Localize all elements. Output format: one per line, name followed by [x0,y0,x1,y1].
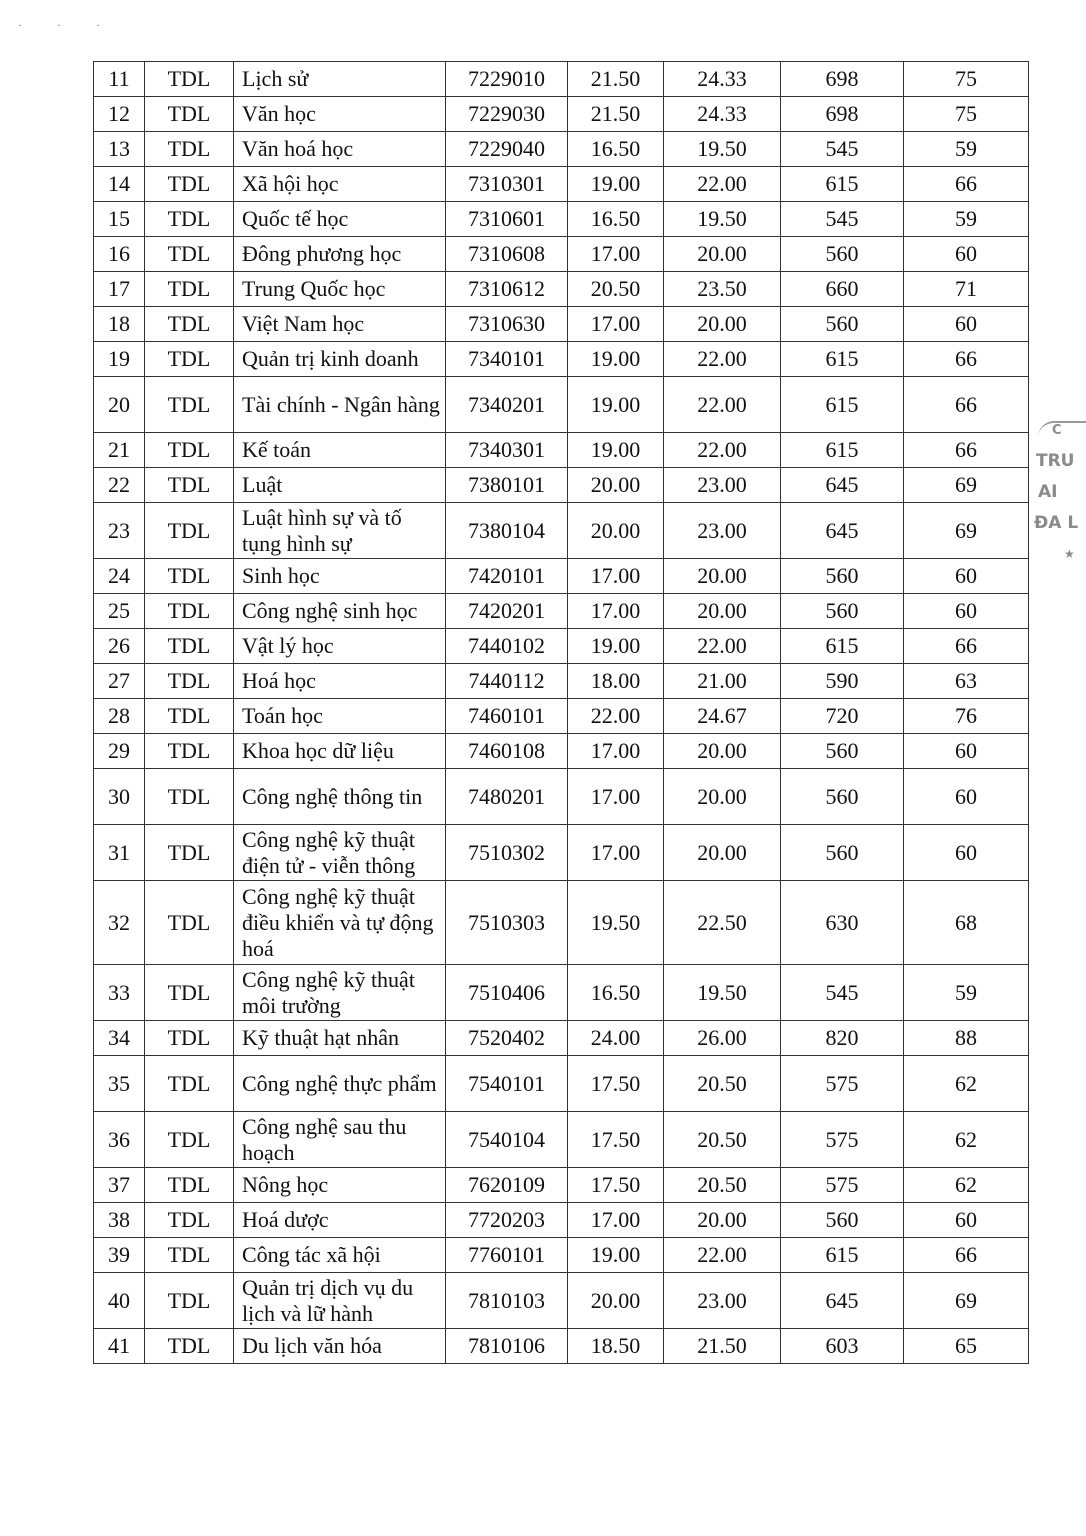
major-name-cell: Trung Quốc học [234,272,446,307]
score-b-cell: 22.00 [664,167,781,202]
table-row [94,202,1029,237]
score-d-cell: 66 [904,377,1029,433]
score-d-cell: 69 [904,1273,1029,1329]
row-number-cell: 16 [94,237,145,272]
major-name-cell: Lịch sử [234,62,446,97]
admission-scores-table [93,61,1029,1364]
score-b-cell: 19.50 [664,132,781,167]
score-c-cell: 615 [781,167,904,202]
score-b-cell: 20.00 [664,237,781,272]
table-row [94,1203,1029,1238]
score-b-cell: 23.00 [664,1273,781,1329]
row-number-cell: 35 [94,1056,145,1112]
major-code-cell: 7810106 [446,1329,568,1364]
score-a-cell: 17.00 [568,1203,664,1238]
score-d-cell: 88 [904,1021,1029,1056]
score-c-cell: 698 [781,62,904,97]
score-d-cell: 75 [904,62,1029,97]
major-name-cell: Công nghệ thực phẩm [234,1056,446,1112]
score-a-cell: 17.50 [568,1112,664,1168]
school-code-cell: TDL [145,1056,234,1112]
row-number-cell: 24 [94,559,145,594]
score-b-cell: 22.00 [664,629,781,664]
major-name-cell: Kế toán [234,433,446,468]
stamp-star-icon: ★ [1064,547,1075,561]
major-code-cell: 7460101 [446,699,568,734]
major-code-cell: 7310630 [446,307,568,342]
score-a-cell: 19.00 [568,433,664,468]
school-code-cell: TDL [145,629,234,664]
major-name-cell: Công nghệ thông tin [234,769,446,825]
score-a-cell: 16.50 [568,965,664,1021]
school-code-cell: TDL [145,1238,234,1273]
score-a-cell: 17.00 [568,559,664,594]
stamp-text: C [1052,423,1062,438]
major-code-cell: 7340301 [446,433,568,468]
score-c-cell: 645 [781,503,904,559]
row-number-cell: 13 [94,132,145,167]
school-code-cell: TDL [145,594,234,629]
score-b-cell: 20.00 [664,1203,781,1238]
score-d-cell: 60 [904,1203,1029,1238]
score-b-cell: 22.50 [664,881,781,965]
row-number-cell: 31 [94,825,145,881]
table-row [94,237,1029,272]
score-c-cell: 645 [781,1273,904,1329]
major-name-cell: Văn hoá học [234,132,446,167]
major-code-cell: 7540101 [446,1056,568,1112]
score-c-cell: 545 [781,202,904,237]
score-c-cell: 545 [781,132,904,167]
score-a-cell: 17.00 [568,594,664,629]
score-c-cell: 645 [781,468,904,503]
score-a-cell: 17.50 [568,1168,664,1203]
score-c-cell: 615 [781,342,904,377]
major-code-cell: 7310601 [446,202,568,237]
score-b-cell: 19.50 [664,202,781,237]
row-number-cell: 38 [94,1203,145,1238]
row-number-cell: 17 [94,272,145,307]
score-d-cell: 76 [904,699,1029,734]
score-a-cell: 21.50 [568,62,664,97]
row-number-cell: 22 [94,468,145,503]
score-d-cell: 60 [904,594,1029,629]
stamp-text: AI [1038,482,1058,502]
score-d-cell: 66 [904,342,1029,377]
major-name-cell: Khoa học dữ liệu [234,734,446,769]
score-b-cell: 22.00 [664,1238,781,1273]
table-row [94,1329,1029,1364]
score-b-cell: 23.00 [664,503,781,559]
score-d-cell: 69 [904,468,1029,503]
score-b-cell: 20.00 [664,559,781,594]
table-row [94,664,1029,699]
row-number-cell: 36 [94,1112,145,1168]
score-c-cell: 560 [781,237,904,272]
table-row [94,62,1029,97]
score-c-cell: 720 [781,699,904,734]
major-name-cell: Nông học [234,1168,446,1203]
table-row [94,825,1029,881]
major-name-cell: Công nghệ kỹ thuật điện tử - viễn thông [234,825,446,881]
major-code-cell: 7420101 [446,559,568,594]
score-c-cell: 560 [781,825,904,881]
row-number-cell: 26 [94,629,145,664]
school-code-cell: TDL [145,433,234,468]
score-a-cell: 20.00 [568,503,664,559]
major-code-cell: 7540104 [446,1112,568,1168]
major-name-cell: Xã hội học [234,167,446,202]
score-a-cell: 20.00 [568,468,664,503]
row-number-cell: 37 [94,1168,145,1203]
major-name-cell: Quản trị kinh doanh [234,342,446,377]
score-a-cell: 21.50 [568,97,664,132]
row-number-cell: 40 [94,1273,145,1329]
score-a-cell: 18.00 [568,664,664,699]
table-row [94,734,1029,769]
score-a-cell: 16.50 [568,132,664,167]
score-d-cell: 69 [904,503,1029,559]
score-a-cell: 19.00 [568,629,664,664]
score-b-cell: 22.00 [664,433,781,468]
score-d-cell: 62 [904,1112,1029,1168]
school-code-cell: TDL [145,1168,234,1203]
major-code-cell: 7460108 [446,734,568,769]
table-row [94,594,1029,629]
score-d-cell: 66 [904,629,1029,664]
major-code-cell: 7229040 [446,132,568,167]
score-c-cell: 590 [781,664,904,699]
school-code-cell: TDL [145,132,234,167]
row-number-cell: 29 [94,734,145,769]
score-a-cell: 24.00 [568,1021,664,1056]
major-code-cell: 7229030 [446,97,568,132]
table-row [94,307,1029,342]
school-code-cell: TDL [145,167,234,202]
major-code-cell: 7510302 [446,825,568,881]
school-code-cell: TDL [145,1329,234,1364]
score-c-cell: 560 [781,734,904,769]
table-body [94,62,1029,1364]
row-number-cell: 27 [94,664,145,699]
school-code-cell: TDL [145,237,234,272]
row-number-cell: 32 [94,881,145,965]
score-d-cell: 60 [904,734,1029,769]
major-code-cell: 7440112 [446,664,568,699]
major-name-cell: Công nghệ kỹ thuật môi trường [234,965,446,1021]
table-row [94,1112,1029,1168]
score-b-cell: 26.00 [664,1021,781,1056]
table-row [94,503,1029,559]
score-b-cell: 22.00 [664,342,781,377]
score-c-cell: 615 [781,1238,904,1273]
row-number-cell: 23 [94,503,145,559]
score-a-cell: 17.00 [568,307,664,342]
score-d-cell: 65 [904,1329,1029,1364]
school-code-cell: TDL [145,468,234,503]
score-a-cell: 22.00 [568,699,664,734]
score-d-cell: 60 [904,825,1029,881]
row-number-cell: 41 [94,1329,145,1364]
major-name-cell: Quản trị dịch vụ du lịch và lữ hành [234,1273,446,1329]
row-number-cell: 30 [94,769,145,825]
score-b-cell: 20.00 [664,825,781,881]
school-code-cell: TDL [145,307,234,342]
row-number-cell: 18 [94,307,145,342]
score-c-cell: 575 [781,1056,904,1112]
major-code-cell: 7440102 [446,629,568,664]
row-number-cell: 28 [94,699,145,734]
score-c-cell: 575 [781,1168,904,1203]
row-number-cell: 11 [94,62,145,97]
score-b-cell: 20.00 [664,307,781,342]
major-name-cell: Công nghệ kỹ thuật điều khiển và tự động hoá [234,881,446,965]
major-code-cell: 7810103 [446,1273,568,1329]
score-d-cell: 71 [904,272,1029,307]
major-code-cell: 7310301 [446,167,568,202]
row-number-cell: 21 [94,433,145,468]
score-a-cell: 17.00 [568,237,664,272]
score-d-cell: 59 [904,132,1029,167]
major-name-cell: Công nghệ sau thu hoạch [234,1112,446,1168]
score-a-cell: 17.50 [568,1056,664,1112]
school-code-cell: TDL [145,377,234,433]
major-code-cell: 7760101 [446,1238,568,1273]
score-c-cell: 615 [781,377,904,433]
major-code-cell: 7310608 [446,237,568,272]
table-row [94,1168,1029,1203]
score-a-cell: 19.00 [568,377,664,433]
table-row [94,559,1029,594]
major-name-cell: Hoá học [234,664,446,699]
score-c-cell: 615 [781,629,904,664]
score-a-cell: 20.50 [568,272,664,307]
score-c-cell: 660 [781,272,904,307]
major-name-cell: Đông phương học [234,237,446,272]
score-b-cell: 20.50 [664,1056,781,1112]
table-row [94,1273,1029,1329]
school-code-cell: TDL [145,664,234,699]
score-b-cell: 23.50 [664,272,781,307]
score-d-cell: 60 [904,769,1029,825]
score-c-cell: 615 [781,433,904,468]
school-code-cell: TDL [145,965,234,1021]
table-row [94,965,1029,1021]
major-name-cell: Toán học [234,699,446,734]
row-number-cell: 39 [94,1238,145,1273]
score-b-cell: 24.33 [664,62,781,97]
major-name-cell: Văn học [234,97,446,132]
table-row [94,881,1029,965]
major-code-cell: 7229010 [446,62,568,97]
table-row [94,272,1029,307]
score-d-cell: 63 [904,664,1029,699]
major-code-cell: 7620109 [446,1168,568,1203]
major-code-cell: 7380104 [446,503,568,559]
score-a-cell: 20.00 [568,1273,664,1329]
score-d-cell: 62 [904,1168,1029,1203]
score-b-cell: 20.00 [664,594,781,629]
score-b-cell: 21.00 [664,664,781,699]
row-number-cell: 15 [94,202,145,237]
table-row [94,699,1029,734]
score-b-cell: 24.67 [664,699,781,734]
school-code-cell: TDL [145,559,234,594]
school-code-cell: TDL [145,272,234,307]
major-code-cell: 7510406 [446,965,568,1021]
score-d-cell: 75 [904,97,1029,132]
major-code-cell: 7510303 [446,881,568,965]
table-row [94,97,1029,132]
major-name-cell: Vật lý học [234,629,446,664]
score-b-cell: 20.00 [664,734,781,769]
major-code-cell: 7720203 [446,1203,568,1238]
score-c-cell: 560 [781,594,904,629]
score-c-cell: 575 [781,1112,904,1168]
table-row [94,132,1029,167]
major-name-cell: Việt Nam học [234,307,446,342]
score-c-cell: 603 [781,1329,904,1364]
school-code-cell: TDL [145,1112,234,1168]
score-d-cell: 66 [904,167,1029,202]
table-row [94,1238,1029,1273]
score-a-cell: 19.00 [568,167,664,202]
table-row [94,1021,1029,1056]
score-b-cell: 24.33 [664,97,781,132]
score-d-cell: 62 [904,1056,1029,1112]
score-a-cell: 19.50 [568,881,664,965]
stamp-text: TRU [1036,451,1075,471]
score-d-cell: 59 [904,202,1029,237]
school-stamp-partial [1030,415,1086,615]
score-c-cell: 545 [781,965,904,1021]
row-number-cell: 33 [94,965,145,1021]
score-b-cell: 20.50 [664,1168,781,1203]
score-d-cell: 66 [904,433,1029,468]
score-c-cell: 560 [781,769,904,825]
score-b-cell: 22.00 [664,377,781,433]
table-row [94,1056,1029,1112]
major-code-cell: 7480201 [446,769,568,825]
major-name-cell: Luật hình sự và tố tụng hình sự [234,503,446,559]
score-a-cell: 19.00 [568,342,664,377]
table-row [94,342,1029,377]
table-row [94,468,1029,503]
row-number-cell: 20 [94,377,145,433]
score-d-cell: 59 [904,965,1029,1021]
major-name-cell: Kỹ thuật hạt nhân [234,1021,446,1056]
score-d-cell: 68 [904,881,1029,965]
score-a-cell: 16.50 [568,202,664,237]
score-a-cell: 19.00 [568,1238,664,1273]
school-code-cell: TDL [145,1203,234,1238]
school-code-cell: TDL [145,1021,234,1056]
score-b-cell: 20.00 [664,769,781,825]
major-code-cell: 7340201 [446,377,568,433]
stamp-arc-top [1038,421,1086,437]
major-name-cell: Quốc tế học [234,202,446,237]
score-c-cell: 560 [781,559,904,594]
major-name-cell: Luật [234,468,446,503]
score-a-cell: 17.00 [568,825,664,881]
major-code-cell: 7310612 [446,272,568,307]
school-code-cell: TDL [145,503,234,559]
row-number-cell: 25 [94,594,145,629]
school-code-cell: TDL [145,1273,234,1329]
major-name-cell: Công nghệ sinh học [234,594,446,629]
score-c-cell: 698 [781,97,904,132]
major-name-cell: Công tác xã hội [234,1238,446,1273]
table-row [94,433,1029,468]
school-code-cell: TDL [145,202,234,237]
score-b-cell: 23.00 [664,468,781,503]
score-c-cell: 560 [781,307,904,342]
major-name-cell: Tài chính - Ngân hàng [234,377,446,433]
school-code-cell: TDL [145,769,234,825]
major-code-cell: 7380101 [446,468,568,503]
major-code-cell: 7420201 [446,594,568,629]
scan-corner-marks: · · · [18,18,116,32]
table-row [94,167,1029,202]
school-code-cell: TDL [145,881,234,965]
score-b-cell: 19.50 [664,965,781,1021]
major-name-cell: Du lịch văn hóa [234,1329,446,1364]
score-d-cell: 60 [904,559,1029,594]
school-code-cell: TDL [145,734,234,769]
score-d-cell: 66 [904,1238,1029,1273]
score-a-cell: 18.50 [568,1329,664,1364]
score-b-cell: 21.50 [664,1329,781,1364]
major-name-cell: Sinh học [234,559,446,594]
school-code-cell: TDL [145,699,234,734]
major-code-cell: 7340101 [446,342,568,377]
school-code-cell: TDL [145,97,234,132]
score-c-cell: 820 [781,1021,904,1056]
row-number-cell: 34 [94,1021,145,1056]
score-a-cell: 17.00 [568,769,664,825]
row-number-cell: 14 [94,167,145,202]
score-c-cell: 630 [781,881,904,965]
table-row [94,629,1029,664]
table-row [94,377,1029,433]
school-code-cell: TDL [145,342,234,377]
row-number-cell: 19 [94,342,145,377]
score-a-cell: 17.00 [568,734,664,769]
score-d-cell: 60 [904,307,1029,342]
school-code-cell: TDL [145,825,234,881]
major-code-cell: 7520402 [446,1021,568,1056]
row-number-cell: 12 [94,97,145,132]
table-row [94,769,1029,825]
score-d-cell: 60 [904,237,1029,272]
stamp-text: ĐA L [1034,513,1079,533]
score-c-cell: 560 [781,1203,904,1238]
school-code-cell: TDL [145,62,234,97]
major-name-cell: Hoá dược [234,1203,446,1238]
score-b-cell: 20.50 [664,1112,781,1168]
